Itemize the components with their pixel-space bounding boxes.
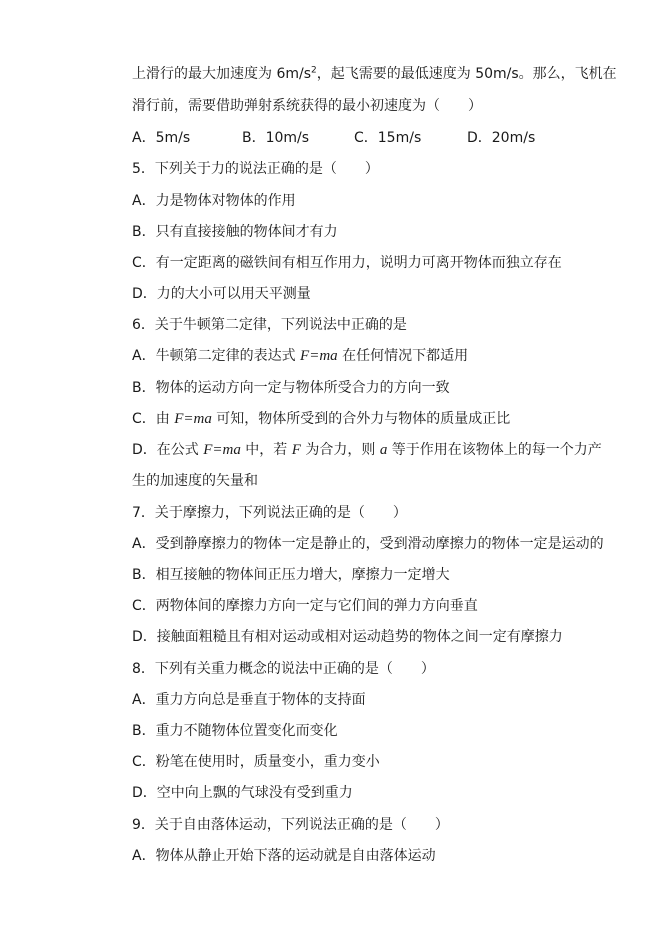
q6-stem: 6．关于牛顿第二定律，下列说法中正确的是	[132, 317, 407, 333]
q4-text-b: ，起飞需要的最低速度为 50m/s。那么，飞机在	[316, 66, 617, 82]
q8-option-c: C．粉笔在使用时，质量变小，重力变小	[132, 754, 380, 770]
q4-options	[132, 128, 612, 148]
q6-d-var-a: a	[379, 442, 388, 458]
q5-stem: 5．下列关于力的说法正确的是（ ）	[132, 161, 379, 177]
q7-option-d: D．接触面粗糙且有相对运动或相对运动趋势的物体之间一定有摩擦力	[132, 629, 563, 645]
q6-option-c	[132, 409, 510, 429]
q4-text-line-2: 滑行前，需要借助弹射系统获得的最小初速度为（ ）	[132, 98, 482, 114]
q7-option-b: B．相互接触的物体间正压力增大，摩擦力一定增大	[132, 567, 450, 583]
q5-option-b: B．只有直接接触的物体间才有力	[132, 224, 338, 240]
q7-option-c: C．两物体间的摩擦力方向一定与它们间的弹力方向垂直	[132, 598, 478, 614]
q6-d-pre: D．在公式	[132, 442, 204, 458]
q4-text-line-1	[132, 64, 617, 84]
q6-a-formula: F=ma	[300, 348, 338, 364]
q5-option-a: A．力是物体对物体的作用	[132, 193, 296, 209]
q8-option-d: D．空中向上飘的气球没有受到重力	[132, 785, 353, 801]
q6-c-formula: F=ma	[174, 411, 212, 427]
q6-option-a	[132, 346, 468, 366]
q8-stem: 8．下列有关重力概念的说法中正确的是（ ）	[132, 661, 435, 677]
q5-option-d: D．力的大小可以用天平测量	[132, 286, 311, 302]
q6-c-pre: C．由	[132, 411, 175, 427]
q4-text-a: 上滑行的最大加速度为 6m/s	[132, 66, 312, 82]
q6-c-post: 可知，物体所受到的合外力与物体的质量成正比	[211, 411, 511, 427]
q8-option-a: A．重力方向总是垂直于物体的支持面	[132, 692, 366, 708]
q6-a-pre: A．牛顿第二定律的表达式	[132, 348, 301, 364]
q4-text-sup: 2	[311, 65, 317, 76]
q4-option-b: B．10m/s	[242, 130, 310, 146]
q4-option-d: D．20m/s	[467, 130, 536, 146]
q6-d-formula: F=ma	[203, 442, 241, 458]
q6-d-mid2: 为合力，则	[300, 442, 380, 458]
q6-option-d-line-2: 生的加速度的矢量和	[132, 473, 258, 489]
q8-option-b: B．重力不随物体位置变化而变化	[132, 723, 338, 739]
q7-option-a: A．受到静摩擦力的物体一定是静止的，受到滑动摩擦力的物体一定是运动的	[132, 536, 604, 552]
q5-option-c: C．有一定距离的磁铁间有相互作用力，说明力可离开物体而独立存在	[132, 255, 562, 271]
q9-stem: 9．关于自由落体运动，下列说法正确的是（ ）	[132, 817, 449, 833]
q6-option-b: B．物体的运动方向一定与物体所受合力的方向一致	[132, 380, 450, 396]
q9-option-a: A．物体从静止开始下落的运动就是自由落体运动	[132, 848, 436, 864]
q6-option-d	[132, 440, 602, 460]
q6-d-mid1: 中，若	[240, 442, 292, 458]
q6-d-post: 等于作用在该物体上的每一个力产	[387, 442, 602, 458]
q7-stem: 7．关于摩擦力，下列说法正确的是（ ）	[132, 505, 407, 521]
q4-option-c: C．15m/s	[354, 130, 422, 146]
q6-a-post: 在任何情况下都适用	[337, 348, 469, 364]
q6-d-var-f: F	[291, 442, 301, 458]
q4-option-a: A．5m/s	[132, 130, 191, 146]
